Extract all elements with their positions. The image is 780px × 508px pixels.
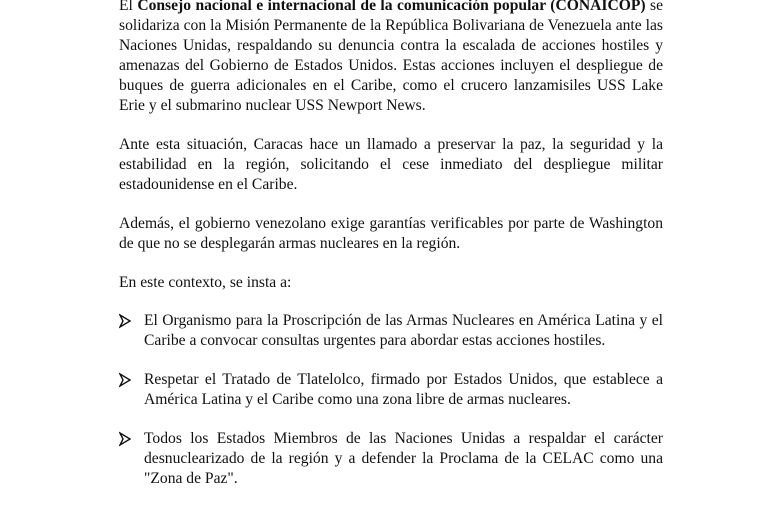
paragraph-intro bbox=[119, 0, 663, 116]
paragraph-context: En este contexto, se insta a: bbox=[119, 274, 292, 291]
arrowhead-bullet-icon bbox=[119, 430, 131, 448]
bullet-text: Respetar el Tratado de Tlatelolco, firmado por Estados Unidos, que establece a América Latina y el Caribe como una zona libre de armas nucleares. bbox=[144, 371, 663, 408]
intro-body: se solidariza con la Misión Permanente de la República Bolivariana de Venezuela ante las Naciones Unidas, respaldando su denuncia contra la escalada de acciones hostiles y amenazas del Gobierno de Estados Unidos. Estas acciones incluyen el despliegue de buques de guerra adicionales en el Caribe, como el crucero lanzamisiles USS Lake Erie y el submarino nuclear USS Newport News. bbox=[119, 0, 664, 114]
intro-prefix: El bbox=[119, 0, 138, 14]
bullet-text: El Organismo para la Proscripción de las Armas Nucleares en América Latina y el Caribe a convocar consultas urgentes para abordar estas acciones hostiles. bbox=[144, 312, 663, 349]
list-item bbox=[119, 311, 663, 351]
list-item bbox=[119, 370, 663, 410]
document-page bbox=[119, 0, 663, 508]
organization-name: Consejo nacional e internacional de la comunicación popular (CONAICOP) bbox=[137, 0, 646, 14]
paragraph-nuclear-guarantees: Además, el gobierno venezolano exige garantías verificables por parte de Washington de que no se desplegarán armas nucleares en la región. bbox=[119, 215, 663, 252]
paragraph-call-for-peace: Ante esta situación, Caracas hace un llamado a preservar la paz, la seguridad y la estabilidad en la región, solicitando el cese inmediato del despliegue militar estadounidense en el Caribe. bbox=[119, 136, 663, 193]
bullet-text: Todos los Estados Miembros de las Naciones Unidas a respaldar el carácter desnuclearizado de la región y a defender la Proclama de la CELAC como una "Zona de Paz". bbox=[144, 430, 663, 487]
arrowhead-bullet-icon bbox=[119, 312, 131, 330]
arrowhead-bullet-icon bbox=[119, 371, 131, 389]
list-item bbox=[119, 429, 663, 489]
bullet-list bbox=[119, 311, 663, 489]
